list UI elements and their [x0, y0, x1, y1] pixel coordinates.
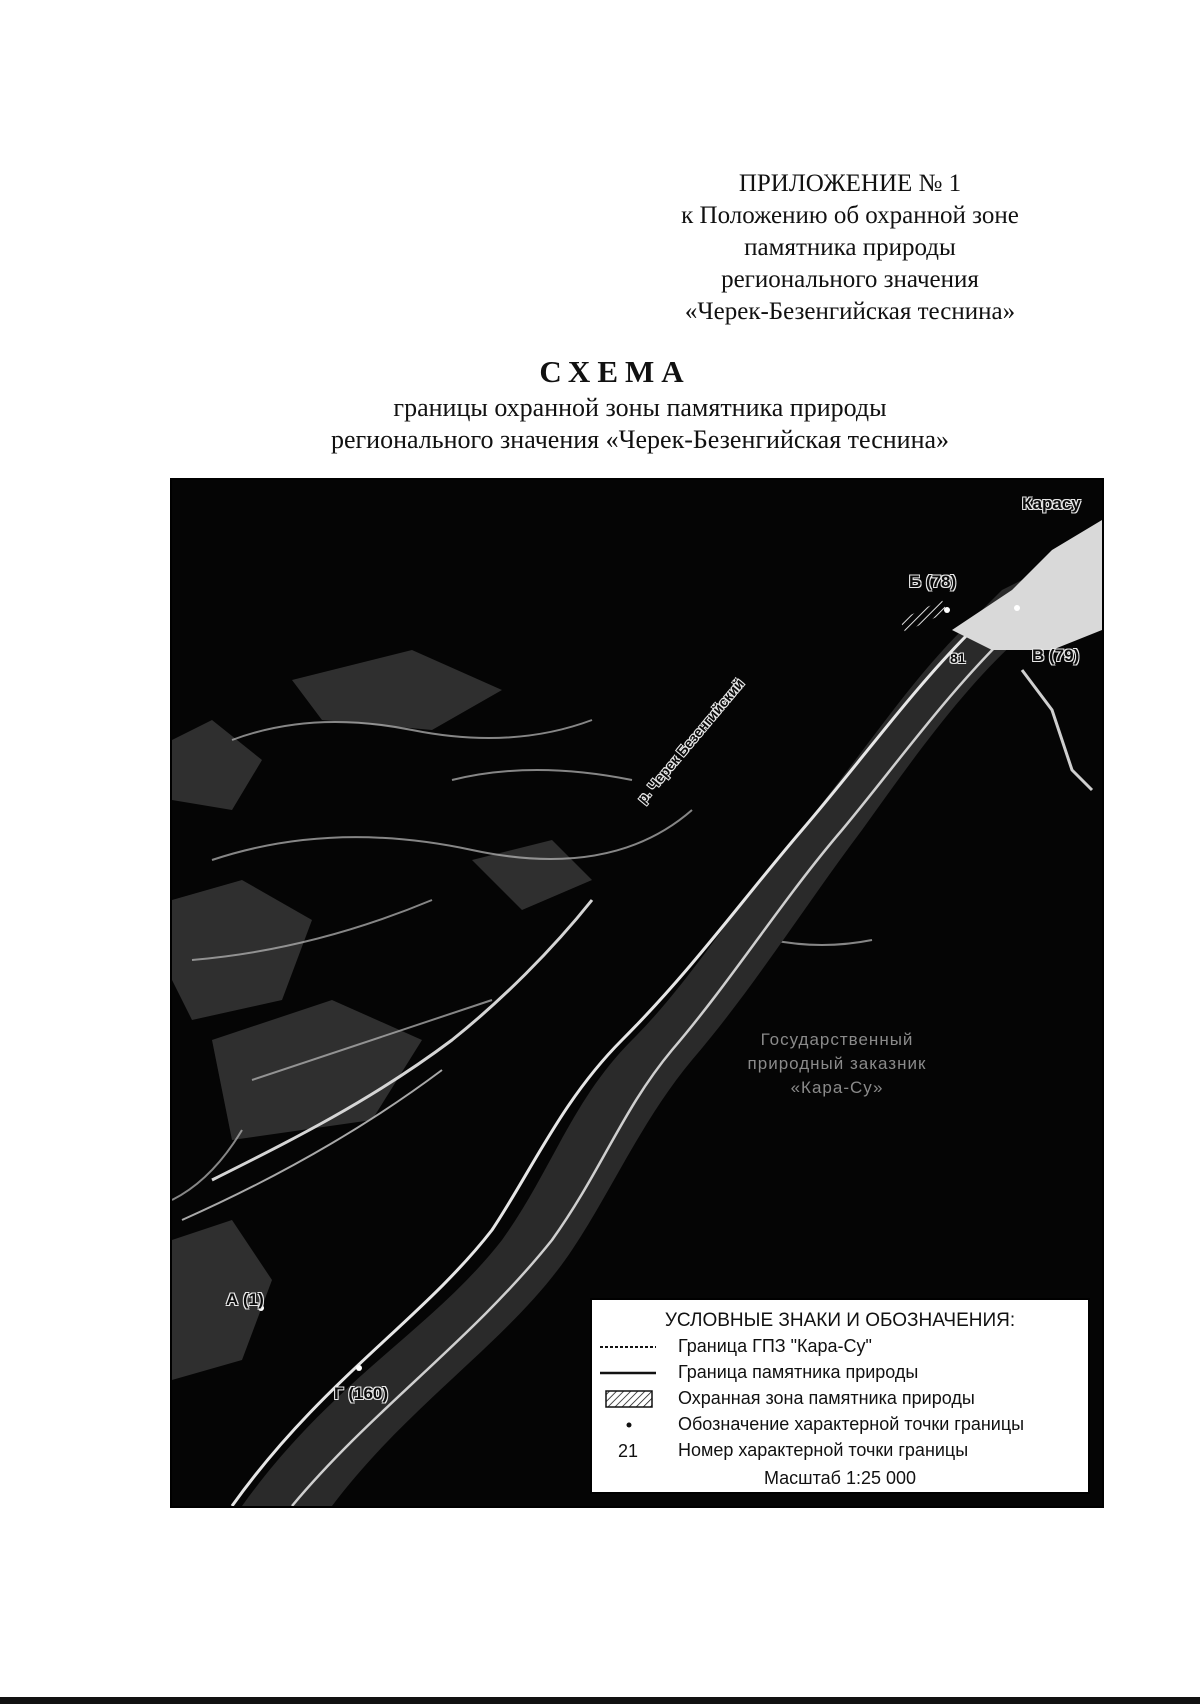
scheme-title: СХЕМА — [539, 354, 691, 389]
label-river: р. Черек Безенгийский — [633, 675, 748, 807]
map-image — [170, 478, 1104, 1508]
solid-line-icon — [598, 1362, 658, 1384]
side-road — [1022, 670, 1092, 790]
scan-edge — [0, 1697, 1200, 1704]
label-reserve-line: «Кара-Су» — [790, 1078, 884, 1097]
legend-item — [598, 1388, 1078, 1410]
legend-item — [598, 1414, 1078, 1436]
legend-item-label: Обозначение характерной точки границы — [678, 1414, 1025, 1434]
appendix-ref-line: к Положению об охранной зоне — [681, 202, 1019, 229]
appendix-ref-line: «Черек-Безенгийская теснина» — [684, 298, 1016, 325]
label-point-81: 81 — [950, 650, 966, 666]
scheme-subtitle-line: границы охранной зоны памятника природы — [393, 393, 887, 422]
legend-point-number: 21 — [617, 1441, 639, 1461]
legend-scale: Масштаб 1:25 000 — [763, 1468, 917, 1488]
legend-item — [598, 1440, 1078, 1462]
appendix-number: ПРИЛОЖЕНИЕ № 1 — [738, 170, 962, 197]
label-reserve — [717, 1028, 957, 1100]
legend-item-label: Охранная зона памятника природы — [678, 1388, 975, 1408]
label-point-g: Г (160) — [334, 1384, 389, 1403]
legend-item — [598, 1362, 1078, 1384]
settlement-area — [952, 520, 1102, 650]
label-point-b: Б (78) — [909, 572, 957, 591]
appendix-ref-line: регионального значения — [721, 266, 979, 293]
boundary-point-v — [1014, 605, 1020, 611]
boundary-point-g — [356, 1365, 362, 1371]
legend-item — [598, 1336, 1078, 1358]
label-point-v: В (79) — [1032, 646, 1080, 665]
dashed-line-icon — [598, 1336, 658, 1358]
appendix-header — [620, 168, 1080, 328]
legend-item-label: Граница ГПЗ "Кара-Су" — [678, 1336, 872, 1356]
scheme-subtitle-line: регионального значения «Черек-Безенгийская теснина» — [330, 425, 950, 454]
label-reserve-line: Государственный — [760, 1030, 914, 1049]
boundary-point-b — [944, 607, 950, 613]
hatched-box-icon — [598, 1388, 658, 1410]
label-karasu: Карасу — [1022, 494, 1081, 513]
legend-item-label: Граница памятника природы — [678, 1362, 919, 1382]
scheme-subtitle — [150, 392, 1130, 456]
dot-icon — [598, 1414, 658, 1436]
appendix-ref-line: памятника природы — [744, 234, 956, 261]
label-point-a: А (1) — [226, 1290, 264, 1309]
legend-title: УСЛОВНЫЕ ЗНАКИ И ОБОЗНАЧЕНИЯ: — [664, 1310, 1016, 1331]
buffer-zone — [900, 600, 947, 632]
map-legend — [590, 1298, 1090, 1494]
label-reserve-line: природный заказник — [747, 1054, 927, 1073]
legend-item-label: Номер характерной точки границы — [678, 1440, 969, 1460]
